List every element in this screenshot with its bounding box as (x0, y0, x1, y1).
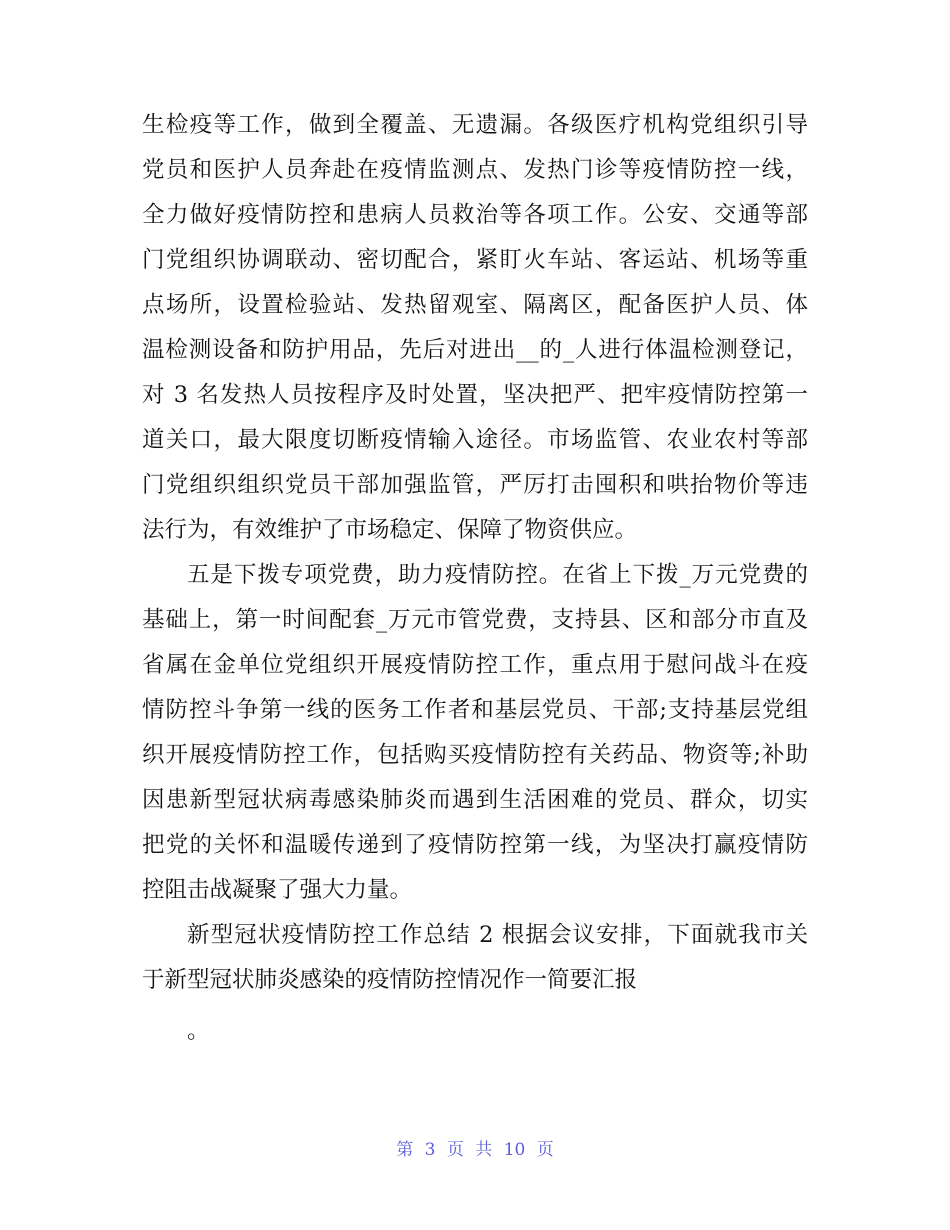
text-line: 把党的关怀和温暖传递到了疫情防控第一线，为坚决打赢疫情防 (142, 832, 808, 858)
text-line: 织开展疫情防控工作，包括购买疫情防控有关药品、物资等;补助 (142, 742, 808, 768)
text-line: 省属在金单位党组织开展疫情防控工作，重点用于慰问战斗在疫 (142, 652, 808, 678)
page-number-footer: 第 3 页 共 10 页 (396, 1140, 554, 1160)
text-line: 。 (187, 1018, 210, 1044)
text-line: 控阻击战凝聚了强大力量。 (142, 877, 413, 903)
text-line: 因患新型冠状病毒感染肺炎而遇到生活困难的党员、群众，切实 (142, 787, 808, 813)
text-line: 基础上，第一时间配套_万元市管党费，支持县、区和部分市直及 (142, 607, 808, 633)
paragraph-first-line: 新型冠状疫情防控工作总结 2 根据会议安排，下面就我市关 (187, 922, 808, 948)
text-line: 党员和医护人员奔赴在疫情监测点、发热门诊等疫情防控一线， (142, 157, 808, 183)
text-line: 门党组织组织党员干部加强监管，严厉打击囤积和哄抬物价等违 (142, 472, 808, 498)
text-line: 法行为，有效维护了市场稳定、保障了物资供应。 (142, 517, 638, 543)
text-line: 温检测设备和防护用品，先后对进出__的_人进行体温检测登记， (142, 337, 808, 363)
text-line: 全力做好疫情防控和患病人员救治等各项工作。公安、交通等部 (142, 202, 808, 228)
text-line: 门党组织协调联动、密切配合，紧盯火车站、客运站、机场等重 (142, 247, 808, 273)
text-line: 对 3 名发热人员按程序及时处置，坚决把严、把牢疫情防控第一 (142, 382, 808, 408)
document-body (142, 103, 808, 1054)
text-line: 生检疫等工作，做到全覆盖、无遗漏。各级医疗机构党组织引导 (142, 112, 808, 138)
paragraph-first-line: 五是下拨专项党费，助力疫情防控。在省上下拨_万元党费的 (187, 562, 808, 588)
text-line: 于新型冠状肺炎感染的疫情防控情况作一简要汇报 (142, 967, 638, 993)
text-line: 情防控斗争第一线的医务工作者和基层党员、干部;支持基层党组 (142, 697, 808, 723)
text-line: 道关口，最大限度切断疫情输入途径。市场监管、农业农村等部 (142, 427, 808, 453)
text-line: 点场所，设置检验站、发热留观室、隔离区，配备医护人员、体 (142, 292, 808, 318)
